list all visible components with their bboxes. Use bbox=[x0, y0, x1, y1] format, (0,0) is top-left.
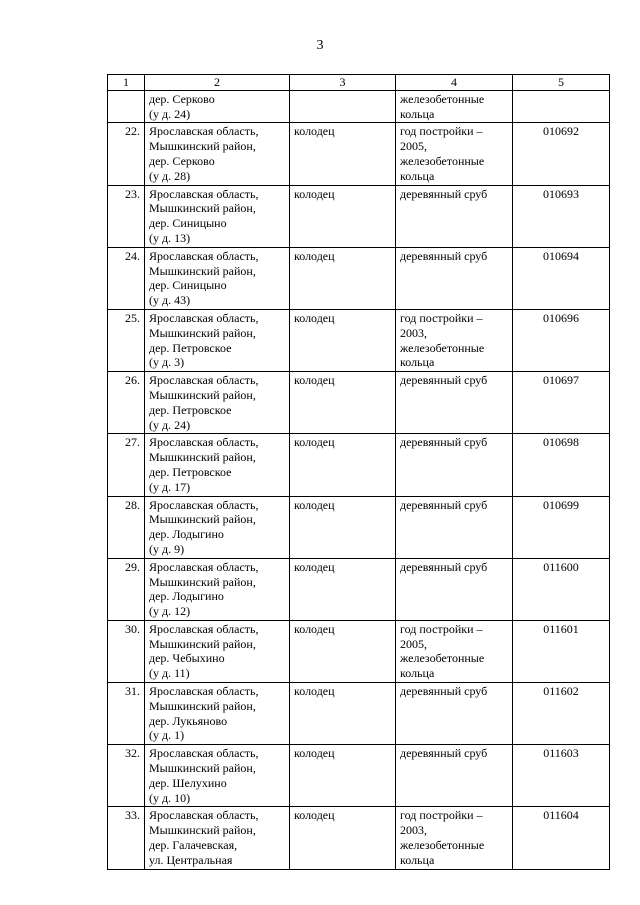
description-cell bbox=[396, 558, 513, 620]
address-line: Ярославская область, bbox=[149, 497, 259, 512]
description-line: год постройки – bbox=[400, 621, 483, 636]
address-line: Мышкинский район, bbox=[149, 823, 256, 838]
address-line: дер. Петровское bbox=[149, 402, 232, 417]
object-type-cell: колодец bbox=[290, 683, 396, 745]
registry-code-cell: 011600 bbox=[513, 558, 610, 620]
address-line: дер. Петровское bbox=[149, 464, 232, 479]
column-header-3: 3 bbox=[290, 75, 396, 91]
row-number: 30. bbox=[108, 620, 145, 682]
description-cell bbox=[396, 683, 513, 745]
address-line: Мышкинский район, bbox=[149, 201, 256, 216]
registry-code-cell: 010699 bbox=[513, 496, 610, 558]
description-line: деревянный сруб bbox=[400, 497, 488, 512]
address-cell bbox=[145, 807, 290, 869]
row-number: 31. bbox=[108, 683, 145, 745]
description-line: деревянный сруб bbox=[400, 435, 488, 450]
registry-code-cell: 010698 bbox=[513, 434, 610, 496]
address-cell bbox=[145, 683, 290, 745]
object-type-cell: колодец bbox=[290, 558, 396, 620]
address-cell bbox=[145, 90, 290, 123]
table-row bbox=[108, 496, 610, 558]
address-line: дер. Серково bbox=[149, 153, 215, 168]
address-line: Мышкинский район, bbox=[149, 636, 256, 651]
description-line: кольца bbox=[400, 852, 435, 867]
address-line: дер. Чебыхино bbox=[149, 651, 225, 666]
table-header-row bbox=[108, 75, 610, 91]
address-line: дер. Лодыгино bbox=[149, 527, 224, 542]
address-line: Ярославская область, bbox=[149, 435, 259, 450]
object-type-cell: колодец bbox=[290, 620, 396, 682]
description-line: кольца bbox=[400, 355, 435, 370]
address-line: Ярославская область, bbox=[149, 186, 259, 201]
address-line: Ярославская область, bbox=[149, 684, 259, 699]
registry-code-cell: 011603 bbox=[513, 745, 610, 807]
description-cell bbox=[396, 372, 513, 434]
description-line: деревянный сруб bbox=[400, 746, 488, 761]
registry-code-cell: 010696 bbox=[513, 309, 610, 371]
description-cell bbox=[396, 434, 513, 496]
registry-code-cell: 010693 bbox=[513, 185, 610, 247]
object-type-cell: колодец bbox=[290, 807, 396, 869]
address-line: Мышкинский район, bbox=[149, 139, 256, 154]
address-line: (у д. 43) bbox=[149, 293, 191, 308]
address-line: (у д. 28) bbox=[149, 168, 191, 183]
object-type-cell: колодец bbox=[290, 185, 396, 247]
table-row bbox=[108, 683, 610, 745]
row-number: 22. bbox=[108, 123, 145, 185]
address-line: Ярославская область, bbox=[149, 124, 259, 139]
address-line: Мышкинский район, bbox=[149, 761, 256, 776]
table-row bbox=[108, 434, 610, 496]
row-number: 26. bbox=[108, 372, 145, 434]
address-line: (у д. 10) bbox=[149, 790, 191, 805]
description-cell bbox=[396, 620, 513, 682]
registry-code-cell: 010697 bbox=[513, 372, 610, 434]
table-row bbox=[108, 558, 610, 620]
description-line: железобетонные bbox=[400, 651, 485, 666]
description-line: железобетонные bbox=[400, 91, 485, 106]
table-row bbox=[108, 185, 610, 247]
description-cell bbox=[396, 185, 513, 247]
address-line: Мышкинский район, bbox=[149, 512, 256, 527]
registry-code-cell: 010692 bbox=[513, 123, 610, 185]
address-line: Мышкинский район, bbox=[149, 450, 256, 465]
address-cell bbox=[145, 496, 290, 558]
object-type-cell: колодец bbox=[290, 123, 396, 185]
registry-code-cell: 011604 bbox=[513, 807, 610, 869]
table-body bbox=[108, 90, 610, 869]
address-line: Ярославская область, bbox=[149, 621, 259, 636]
table-row bbox=[108, 90, 610, 123]
table-row bbox=[108, 807, 610, 869]
address-line: ул. Центральная bbox=[149, 852, 233, 867]
address-line: (у д. 11) bbox=[149, 666, 190, 681]
address-line: дер. Лодыгино bbox=[149, 589, 224, 604]
address-line: Мышкинский район, bbox=[149, 263, 256, 278]
address-cell bbox=[145, 123, 290, 185]
description-line: год постройки – bbox=[400, 310, 483, 325]
registry-code-cell bbox=[513, 90, 610, 123]
row-number: 32. bbox=[108, 745, 145, 807]
column-header-5: 5 bbox=[513, 75, 610, 91]
address-line: Мышкинский район, bbox=[149, 698, 256, 713]
table-row bbox=[108, 123, 610, 185]
description-line: кольца bbox=[400, 168, 435, 183]
column-header-4: 4 bbox=[396, 75, 513, 91]
description-line: железобетонные bbox=[400, 838, 485, 853]
address-line: дер. Синицыно bbox=[149, 216, 227, 231]
address-line: (у д. 24) bbox=[149, 106, 191, 121]
description-cell bbox=[396, 247, 513, 309]
address-line: Ярославская область, bbox=[149, 248, 259, 263]
address-cell bbox=[145, 185, 290, 247]
page-number: 3 bbox=[316, 38, 324, 53]
row-number: 25. bbox=[108, 309, 145, 371]
description-line: 2003, bbox=[400, 823, 427, 838]
description-line: год постройки – bbox=[400, 124, 483, 139]
row-number: 27. bbox=[108, 434, 145, 496]
column-header-2: 2 bbox=[145, 75, 290, 91]
object-type-cell: колодец bbox=[290, 372, 396, 434]
description-line: деревянный сруб bbox=[400, 559, 488, 574]
table-row bbox=[108, 309, 610, 371]
address-cell bbox=[145, 247, 290, 309]
object-type-cell: колодец bbox=[290, 745, 396, 807]
address-cell bbox=[145, 309, 290, 371]
address-line: дер. Шелухино bbox=[149, 775, 227, 790]
description-line: 2005, bbox=[400, 139, 427, 154]
description-line: железобетонные bbox=[400, 340, 485, 355]
object-type-cell: колодец bbox=[290, 434, 396, 496]
address-line: Мышкинский район, bbox=[149, 574, 256, 589]
address-line: Ярославская область, bbox=[149, 373, 259, 388]
address-cell bbox=[145, 745, 290, 807]
description-line: кольца bbox=[400, 666, 435, 681]
address-line: Ярославская область, bbox=[149, 559, 259, 574]
table-row bbox=[108, 247, 610, 309]
registry-code-cell: 011601 bbox=[513, 620, 610, 682]
row-number: 24. bbox=[108, 247, 145, 309]
address-cell bbox=[145, 558, 290, 620]
address-line: (у д. 1) bbox=[149, 728, 185, 743]
description-line: 2003, bbox=[400, 325, 427, 340]
description-cell bbox=[396, 745, 513, 807]
address-line: Мышкинский район, bbox=[149, 325, 256, 340]
description-line: деревянный сруб bbox=[400, 373, 488, 388]
address-line: (у д. 17) bbox=[149, 479, 191, 494]
object-type-cell: колодец bbox=[290, 247, 396, 309]
registry-code-cell: 010694 bbox=[513, 247, 610, 309]
description-line: кольца bbox=[400, 106, 435, 121]
row-number: 23. bbox=[108, 185, 145, 247]
address-line: (у д. 13) bbox=[149, 230, 191, 245]
address-cell bbox=[145, 372, 290, 434]
address-line: дер. Синицыно bbox=[149, 278, 227, 293]
description-cell bbox=[396, 807, 513, 869]
description-line: деревянный сруб bbox=[400, 684, 488, 699]
description-line: деревянный сруб bbox=[400, 186, 488, 201]
column-header-1: 1 bbox=[108, 75, 145, 91]
address-line: Ярославская область, bbox=[149, 808, 259, 823]
address-line: (у д. 12) bbox=[149, 604, 191, 619]
description-cell bbox=[396, 496, 513, 558]
registry-code-cell: 011602 bbox=[513, 683, 610, 745]
row-number: 28. bbox=[108, 496, 145, 558]
description-cell bbox=[396, 123, 513, 185]
address-line: (у д. 3) bbox=[149, 355, 185, 370]
row-number: 29. bbox=[108, 558, 145, 620]
address-line: дер. Лукьяново bbox=[149, 713, 228, 728]
address-cell bbox=[145, 434, 290, 496]
object-type-cell: колодец bbox=[290, 309, 396, 371]
description-cell bbox=[396, 309, 513, 371]
address-line: Ярославская область, bbox=[149, 310, 259, 325]
description-line: железобетонные bbox=[400, 153, 485, 168]
description-cell bbox=[396, 90, 513, 123]
table-row bbox=[108, 620, 610, 682]
description-line: 2005, bbox=[400, 636, 427, 651]
object-type-cell bbox=[290, 90, 396, 123]
address-line: (у д. 24) bbox=[149, 417, 191, 432]
address-line: Ярославская область, bbox=[149, 746, 259, 761]
address-cell bbox=[145, 620, 290, 682]
address-line: дер. Галачевская, bbox=[149, 838, 238, 853]
row-number bbox=[108, 90, 145, 123]
table-row bbox=[108, 372, 610, 434]
object-type-cell: колодец bbox=[290, 496, 396, 558]
wells-registry-table bbox=[107, 74, 610, 870]
description-line: деревянный сруб bbox=[400, 248, 488, 263]
address-line: (у д. 9) bbox=[149, 541, 185, 556]
address-line: Мышкинский район, bbox=[149, 387, 256, 402]
row-number: 33. bbox=[108, 807, 145, 869]
address-line: дер. Серково bbox=[149, 91, 215, 106]
description-line: год постройки – bbox=[400, 808, 483, 823]
table-row bbox=[108, 745, 610, 807]
address-line: дер. Петровское bbox=[149, 340, 232, 355]
